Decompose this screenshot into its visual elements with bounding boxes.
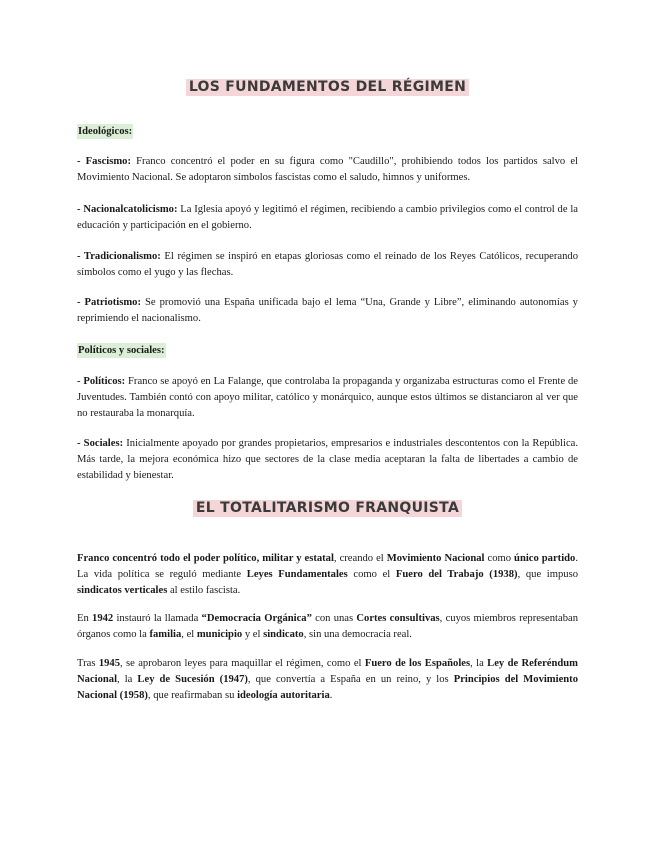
text-run: Tras: [77, 658, 99, 669]
paragraph-totalitarismo-1: [77, 551, 578, 600]
subheading-ideologicos: Ideológicos:: [78, 126, 133, 137]
bold-run: Leyes Fundamentales: [246, 569, 348, 581]
bold-run: único partido: [514, 553, 576, 564]
text-run: , que convertía a España en un reino, y los: [247, 674, 454, 686]
text-run: como: [484, 553, 515, 564]
paragraph-totalitarismo-2: [77, 611, 578, 643]
bold-run: 1942: [92, 613, 114, 624]
term-patriotismo: - Patriotismo:: [77, 297, 141, 308]
text-run: En: [77, 613, 93, 624]
text-run: , que reafirmaban su: [147, 690, 238, 702]
text-sociales: Inicialmente apoyado por grandes propietarios, empresarios e industriales descontentos con la República. Más tarde, la mejora económica hizo que sectores de la clase media aceptaran la falta de libertades a cambio de estabilidad y bienestar.: [77, 438, 578, 482]
text-run: , el: [181, 629, 197, 641]
paragraph-tradicionalismo: [77, 249, 578, 281]
text-nacionalcatolicismo: La Iglesia apoyó y legitimó el régimen, recibiendo a cambio privilegios como el control de la educación y participación en el gobierno.: [77, 204, 578, 232]
paragraph-fascismo: [77, 154, 578, 186]
bold-run: Franco concentró todo el poder político, militar y estatal: [77, 553, 334, 564]
text-run: , cuyos miembros representaban órganos como la: [77, 613, 578, 641]
bold-run: Ley de Sucesión (1947): [137, 674, 248, 686]
bold-run: Principios del Movimiento Nacional (1958): [77, 674, 578, 702]
text-run: con unas: [311, 613, 357, 624]
bold-run: Fuero del Trabajo (1938): [395, 569, 518, 581]
bold-run: Cortes consultivas: [356, 613, 440, 624]
paragraph-patriotismo: [77, 295, 578, 327]
subheading-politicos-sociales: Políticos y sociales:: [78, 345, 165, 356]
text-run: , que impuso: [517, 569, 578, 581]
bold-run: sindicato: [263, 629, 304, 641]
text-tradicionalismo: El régimen se inspiró en etapas gloriosas como el reinado de los Reyes Católicos, recuperando símbolos como el yugo y las flechas.: [77, 251, 578, 279]
section-title-totalitarismo: EL TOTALITARISMO FRANQUISTA: [193, 500, 462, 517]
bold-run: sindicatos verticales: [77, 585, 168, 597]
paragraph-totalitarismo-3: [77, 656, 578, 705]
text-run: , creando el: [333, 553, 387, 564]
term-tradicionalismo: - Tradicionalismo:: [77, 251, 161, 262]
paragraph-nacionalcatolicismo: [77, 202, 578, 234]
bold-run: familia: [149, 629, 182, 641]
bold-run: “Democracia Orgánica”: [201, 613, 312, 624]
text-politicos: Franco se apoyó en La Falange, que controlaba la propaganda y organizaba estructuras como el Frente de Juventudes. También contó con apoyo militar, católico y monárquico, aunque estos últimos se distanciaron al ver que no restauraba la monarquía.: [77, 376, 579, 420]
text-run: instauró la llamada: [113, 613, 202, 624]
section-title-wrapper: [0, 500, 655, 518]
section-title-wrapper: [0, 79, 655, 97]
term-sociales: - Sociales:: [77, 438, 124, 449]
bold-run: ideología autoritaria: [237, 690, 330, 702]
term-nacionalcatolicismo: - Nacionalcatolicismo:: [77, 204, 178, 215]
term-fascismo: - Fascismo:: [77, 156, 131, 167]
bold-run: municipio: [196, 629, 243, 641]
paragraph-sociales: [77, 436, 578, 485]
bold-run: 1945: [98, 658, 121, 669]
text-fascismo: Franco concentró el poder en su figura como "Caudillo", prohibiendo todos los partidos salvo el Movimiento Nacional. Se adoptaron símbolos fascistas como el saludo, himnos y uniformes.: [77, 156, 578, 184]
text-run: , se aprobaron leyes para maquillar el régimen, como el: [120, 658, 365, 669]
text-run: , sin una democracia real.: [303, 629, 412, 641]
term-politicos: - Políticos:: [77, 376, 126, 387]
paragraph-politicos: [77, 374, 578, 423]
text-run: como el: [347, 569, 396, 581]
section-title-fundamentos: LOS FUNDAMENTOS DEL RÉGIMEN: [186, 79, 469, 96]
text-run: , la: [117, 674, 138, 686]
text-run: y el: [242, 629, 264, 641]
bold-run: Movimiento Nacional: [386, 553, 485, 564]
text-patriotismo: Se promovió una España unificada bajo el lema “Una, Grande y Libre”, eliminando autonomías y reprimiendo el nacionalismo.: [77, 297, 578, 325]
text-run: . La vida política se reguló mediante: [77, 553, 578, 581]
bold-run: Ley de Referéndum Nacional: [77, 658, 579, 686]
text-run: , la: [470, 658, 488, 669]
bold-run: Fuero de los Españoles: [364, 658, 471, 669]
text-run: al estilo fascista.: [167, 585, 241, 597]
text-run: .: [329, 690, 333, 702]
